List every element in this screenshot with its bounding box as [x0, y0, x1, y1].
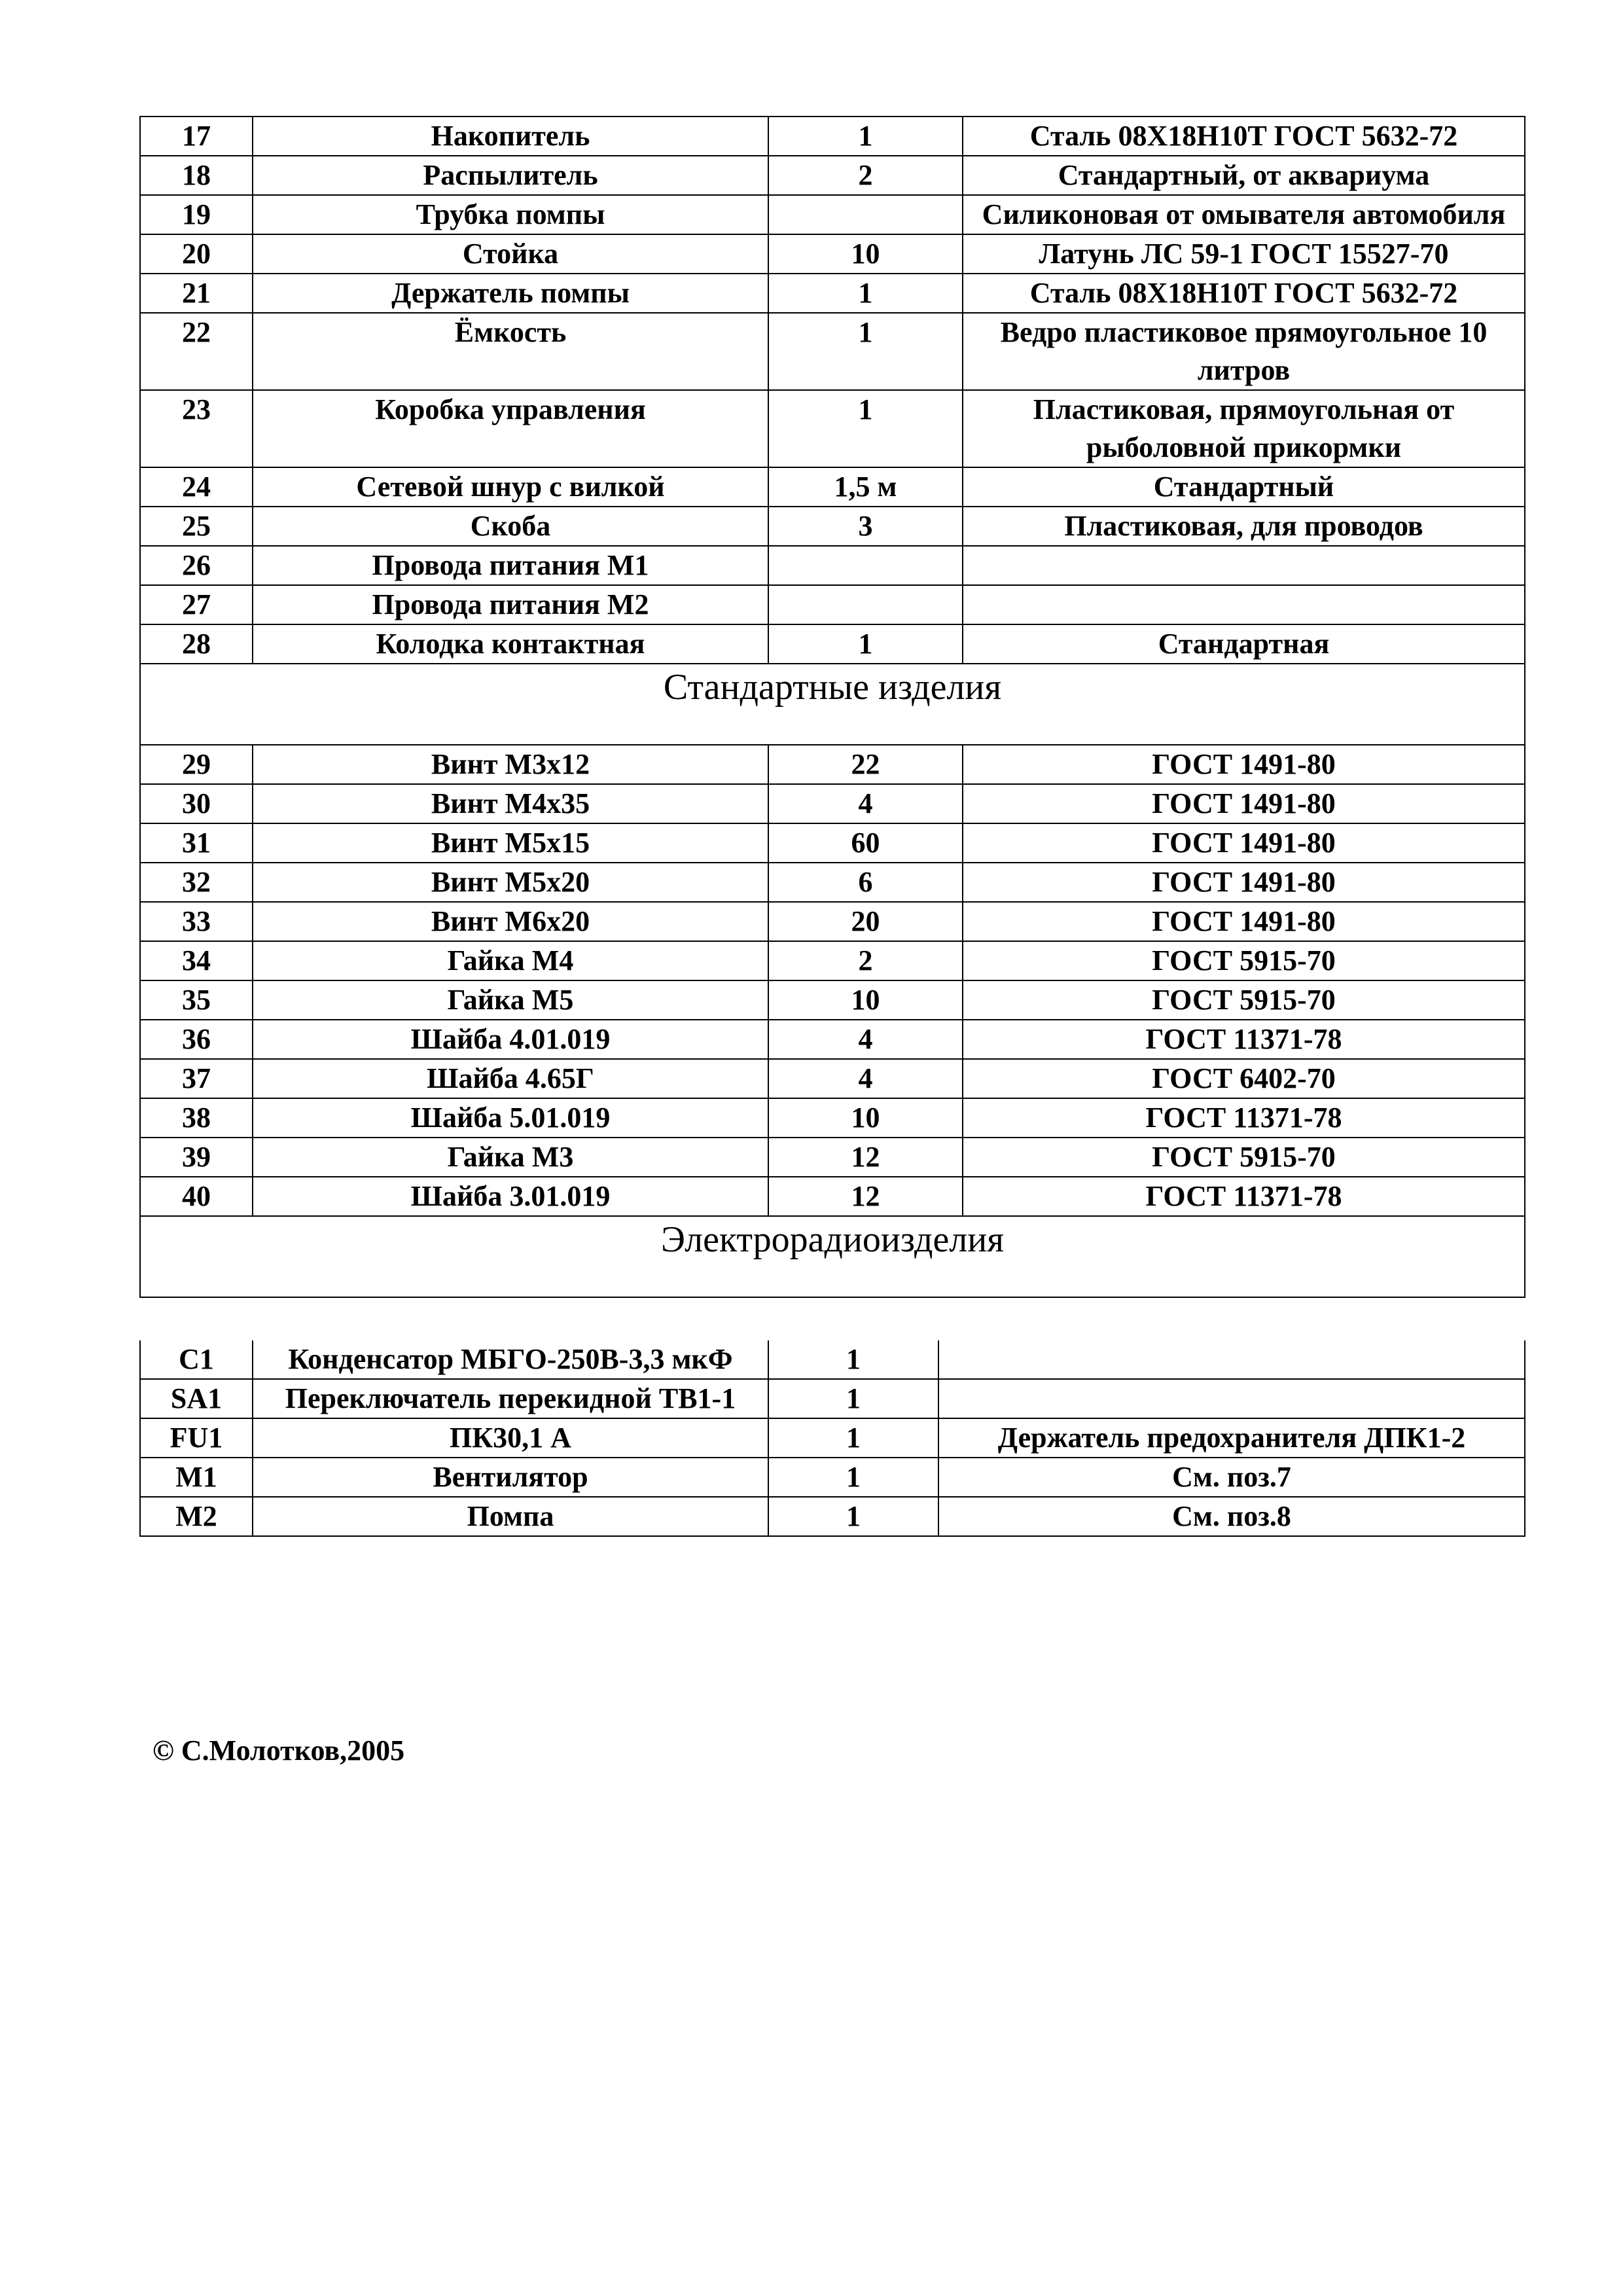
cell-name: Шайба 4.01.019 — [253, 1020, 768, 1059]
cell-note: Сталь 08Х18Н10Т ГОСТ 5632-72 — [963, 274, 1525, 313]
table-row — [140, 1497, 1525, 1536]
table-row — [140, 941, 1525, 980]
cell-name: Скоба — [253, 507, 768, 546]
cell-num: 35 — [140, 980, 253, 1020]
table-row — [140, 274, 1525, 313]
cell-num: 34 — [140, 941, 253, 980]
cell-note: Ведро пластиковое прямоугольное 10 литров — [963, 313, 1525, 390]
copyright-note: © С.Молотков,2005 — [152, 1734, 405, 1767]
cell-num: 20 — [140, 234, 253, 274]
cell-note — [963, 585, 1525, 624]
cell-qty: 1 — [768, 117, 963, 156]
cell-qty: 12 — [768, 1177, 963, 1216]
cell-note: Стандартный — [963, 467, 1525, 507]
cell-note: Сталь 08Х18Н10Т ГОСТ 5632-72 — [963, 117, 1525, 156]
cell-qty: 10 — [768, 980, 963, 1020]
table-row — [140, 1177, 1525, 1216]
parts-table — [139, 116, 1525, 1298]
cell-qty — [768, 546, 963, 585]
cell-note — [938, 1340, 1525, 1379]
cell-name: Держатель помпы — [253, 274, 768, 313]
table-row — [140, 745, 1525, 784]
cell-note: ГОСТ 5915-70 — [963, 941, 1525, 980]
cell-num: SA1 — [140, 1379, 253, 1418]
cell-num: 19 — [140, 195, 253, 234]
cell-num: С1 — [140, 1340, 253, 1379]
section-standard-header — [140, 664, 1525, 745]
cell-note: Латунь ЛС 59-1 ГОСТ 15527-70 — [963, 234, 1525, 274]
table-row — [140, 234, 1525, 274]
section-electro-header — [140, 1216, 1525, 1297]
cell-num: 36 — [140, 1020, 253, 1059]
cell-note — [963, 546, 1525, 585]
cell-qty: 1 — [768, 1458, 938, 1497]
cell-note: См. поз.7 — [938, 1458, 1525, 1497]
cell-note: Держатель предохранителя ДПК1-2 — [938, 1418, 1525, 1458]
cell-num: 26 — [140, 546, 253, 585]
cell-name: Ёмкость — [253, 313, 768, 390]
cell-qty: 1 — [768, 313, 963, 390]
cell-name: Шайба 5.01.019 — [253, 1098, 768, 1138]
table-row — [140, 784, 1525, 823]
cell-name: Шайба 3.01.019 — [253, 1177, 768, 1216]
cell-name: Распылитель — [253, 156, 768, 195]
cell-num: 33 — [140, 902, 253, 941]
cell-name: Винт М5х15 — [253, 823, 768, 863]
cell-qty: 2 — [768, 156, 963, 195]
cell-num: 39 — [140, 1138, 253, 1177]
cell-name: Провода питания М2 — [253, 585, 768, 624]
cell-qty: 1 — [768, 274, 963, 313]
cell-note: См. поз.8 — [938, 1497, 1525, 1536]
cell-name: Вентилятор — [253, 1458, 768, 1497]
cell-note: ГОСТ 1491-80 — [963, 745, 1525, 784]
cell-qty: 10 — [768, 1098, 963, 1138]
cell-num: М1 — [140, 1458, 253, 1497]
cell-num: FU1 — [140, 1418, 253, 1458]
cell-note: Пластиковая, для проводов — [963, 507, 1525, 546]
cell-note: ГОСТ 5915-70 — [963, 980, 1525, 1020]
cell-qty: 6 — [768, 863, 963, 902]
cell-num: 25 — [140, 507, 253, 546]
cell-note: Силиконовая от омывателя автомобиля — [963, 195, 1525, 234]
cell-qty — [768, 585, 963, 624]
cell-note: ГОСТ 5915-70 — [963, 1138, 1525, 1177]
table-row — [140, 390, 1525, 467]
table-row — [140, 1020, 1525, 1059]
table-row — [140, 1098, 1525, 1138]
cell-name: Провода питания М1 — [253, 546, 768, 585]
cell-name: Конденсатор МБГО-250В-3,3 мкФ — [253, 1340, 768, 1379]
table-row — [140, 1458, 1525, 1497]
cell-num: 23 — [140, 390, 253, 467]
cell-name: Гайка М5 — [253, 980, 768, 1020]
cell-qty: 3 — [768, 507, 963, 546]
cell-qty: 1 — [768, 624, 963, 664]
cell-qty: 10 — [768, 234, 963, 274]
cell-note: ГОСТ 11371-78 — [963, 1177, 1525, 1216]
cell-qty: 4 — [768, 1059, 963, 1098]
cell-num: 18 — [140, 156, 253, 195]
table-row — [140, 546, 1525, 585]
cell-note: Стандартная — [963, 624, 1525, 664]
cell-note — [938, 1379, 1525, 1418]
cell-qty: 20 — [768, 902, 963, 941]
cell-name: Помпа — [253, 1497, 768, 1536]
section-title: Стандартные изделия — [140, 664, 1525, 745]
table-row — [140, 863, 1525, 902]
cell-name: Винт М3х12 — [253, 745, 768, 784]
table-row — [140, 117, 1525, 156]
cell-num: 31 — [140, 823, 253, 863]
table-row — [140, 195, 1525, 234]
cell-num: 37 — [140, 1059, 253, 1098]
cell-num: 21 — [140, 274, 253, 313]
cell-num: 32 — [140, 863, 253, 902]
cell-num: 38 — [140, 1098, 253, 1138]
cell-num: 29 — [140, 745, 253, 784]
cell-num: 40 — [140, 1177, 253, 1216]
cell-name: Сетевой шнур с вилкой — [253, 467, 768, 507]
cell-qty: 1 — [768, 1379, 938, 1418]
table-row — [140, 467, 1525, 507]
table-row — [140, 1059, 1525, 1098]
cell-qty: 1,5 м — [768, 467, 963, 507]
table-row — [140, 313, 1525, 390]
table-row — [140, 624, 1525, 664]
cell-name: Винт М5х20 — [253, 863, 768, 902]
table-row — [140, 1138, 1525, 1177]
cell-qty: 1 — [768, 390, 963, 467]
cell-name: Гайка М4 — [253, 941, 768, 980]
cell-qty: 60 — [768, 823, 963, 863]
cell-qty: 1 — [768, 1418, 938, 1458]
cell-note: Стандартный, от аквариума — [963, 156, 1525, 195]
cell-name: Гайка М3 — [253, 1138, 768, 1177]
table-row — [140, 585, 1525, 624]
cell-qty: 4 — [768, 784, 963, 823]
table-row — [140, 1340, 1525, 1379]
cell-num: 28 — [140, 624, 253, 664]
section-title: Электрорадиоизделия — [140, 1216, 1525, 1297]
table-row — [140, 507, 1525, 546]
table-row — [140, 1418, 1525, 1458]
cell-num: 27 — [140, 585, 253, 624]
table-row — [140, 980, 1525, 1020]
cell-qty: 4 — [768, 1020, 963, 1059]
cell-name: Переключатель перекидной ТВ1-1 — [253, 1379, 768, 1418]
cell-num: 30 — [140, 784, 253, 823]
table-row — [140, 156, 1525, 195]
cell-qty: 22 — [768, 745, 963, 784]
cell-note: Пластиковая, прямоугольная от рыболовной прикормки — [963, 390, 1525, 467]
cell-name: Коробка управления — [253, 390, 768, 467]
cell-num: М2 — [140, 1497, 253, 1536]
cell-num: 17 — [140, 117, 253, 156]
cell-qty: 12 — [768, 1138, 963, 1177]
table-row — [140, 1379, 1525, 1418]
electro-table — [139, 1340, 1525, 1537]
cell-name: Стойка — [253, 234, 768, 274]
table-row — [140, 823, 1525, 863]
cell-note: ГОСТ 1491-80 — [963, 784, 1525, 823]
cell-qty: 2 — [768, 941, 963, 980]
cell-note: ГОСТ 11371-78 — [963, 1098, 1525, 1138]
cell-note: ГОСТ 6402-70 — [963, 1059, 1525, 1098]
cell-name: Винт М4х35 — [253, 784, 768, 823]
cell-qty: 1 — [768, 1340, 938, 1379]
cell-num: 24 — [140, 467, 253, 507]
cell-name: Накопитель — [253, 117, 768, 156]
cell-name: ПК30,1 А — [253, 1418, 768, 1458]
table-row — [140, 902, 1525, 941]
cell-note: ГОСТ 11371-78 — [963, 1020, 1525, 1059]
cell-note: ГОСТ 1491-80 — [963, 823, 1525, 863]
cell-note: ГОСТ 1491-80 — [963, 863, 1525, 902]
cell-note: ГОСТ 1491-80 — [963, 902, 1525, 941]
cell-qty — [768, 195, 963, 234]
cell-name: Колодка контактная — [253, 624, 768, 664]
cell-num: 22 — [140, 313, 253, 390]
cell-qty: 1 — [768, 1497, 938, 1536]
cell-name: Шайба 4.65Г — [253, 1059, 768, 1098]
cell-name: Трубка помпы — [253, 195, 768, 234]
cell-name: Винт М6х20 — [253, 902, 768, 941]
